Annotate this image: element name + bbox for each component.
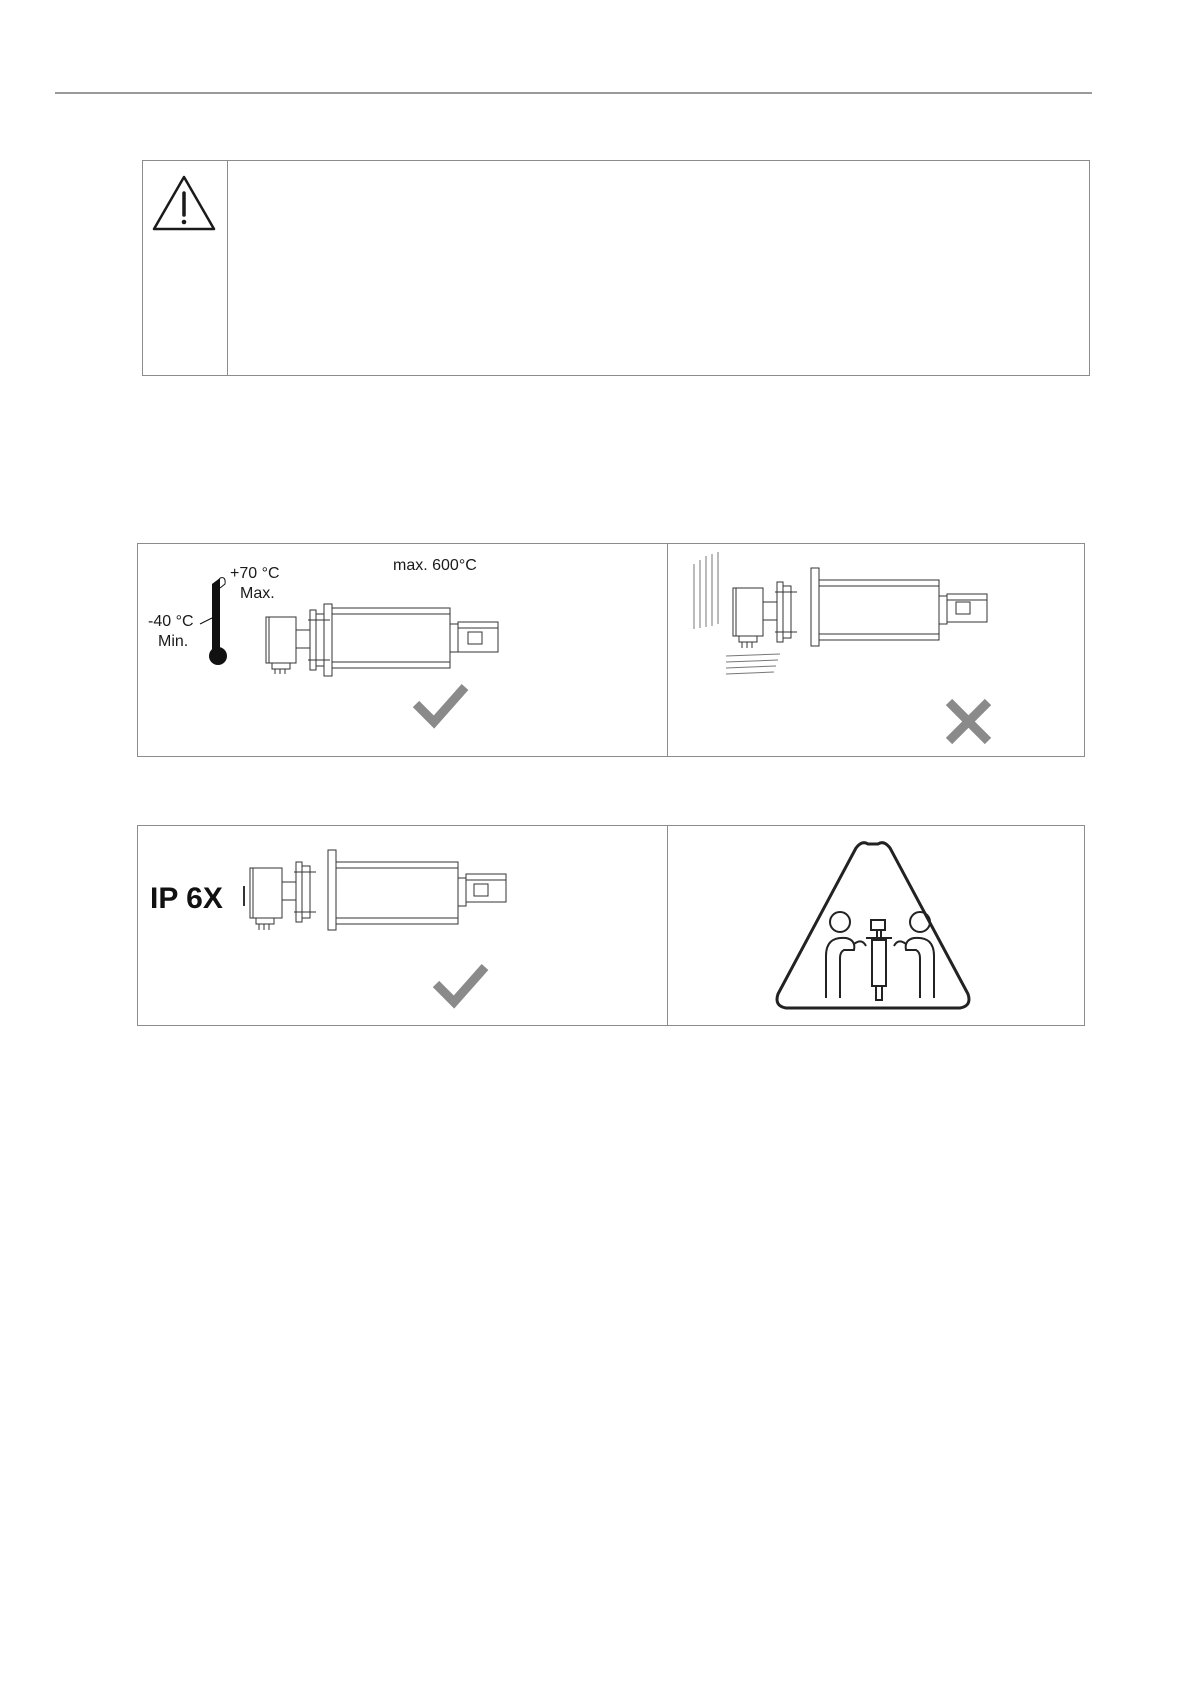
panel-ip-rating-ok [138, 826, 668, 1025]
process-temp-label: max. 600°C [393, 557, 477, 574]
temp-min-value: -40 °C [148, 613, 194, 630]
cross-icon [949, 702, 988, 741]
warning-triangle-icon [151, 173, 217, 233]
thermometer-icon [200, 578, 227, 665]
figure-environment-conditions [137, 543, 1085, 757]
ip-rating-label: IP 6X [150, 882, 223, 915]
warning-box [142, 160, 1090, 376]
figure-protection-and-handling [137, 825, 1085, 1026]
panel-temperature-ok [138, 544, 668, 756]
checkmark-icon [416, 687, 465, 722]
device-drawing [733, 568, 987, 648]
temp-min-label: Min. [158, 633, 189, 650]
header-rule [55, 92, 1092, 94]
panel-vibration-not-ok [668, 544, 1084, 756]
temp-max-label: Max. [240, 585, 275, 602]
temperature-figure [138, 544, 667, 756]
temp-max-value: +70 °C [230, 565, 280, 582]
two-person-lift-warning-icon [668, 826, 1084, 1025]
device-drawing [266, 604, 498, 676]
warning-icon-cell [143, 161, 228, 375]
checkmark-icon [436, 967, 485, 1002]
device-drawing [244, 850, 506, 930]
ip-rating-figure [138, 826, 667, 1025]
panel-two-person-lift [668, 826, 1084, 1025]
warning-text-cell [228, 161, 1089, 375]
vibration-figure [668, 544, 1084, 756]
vibration-lines [694, 552, 780, 674]
